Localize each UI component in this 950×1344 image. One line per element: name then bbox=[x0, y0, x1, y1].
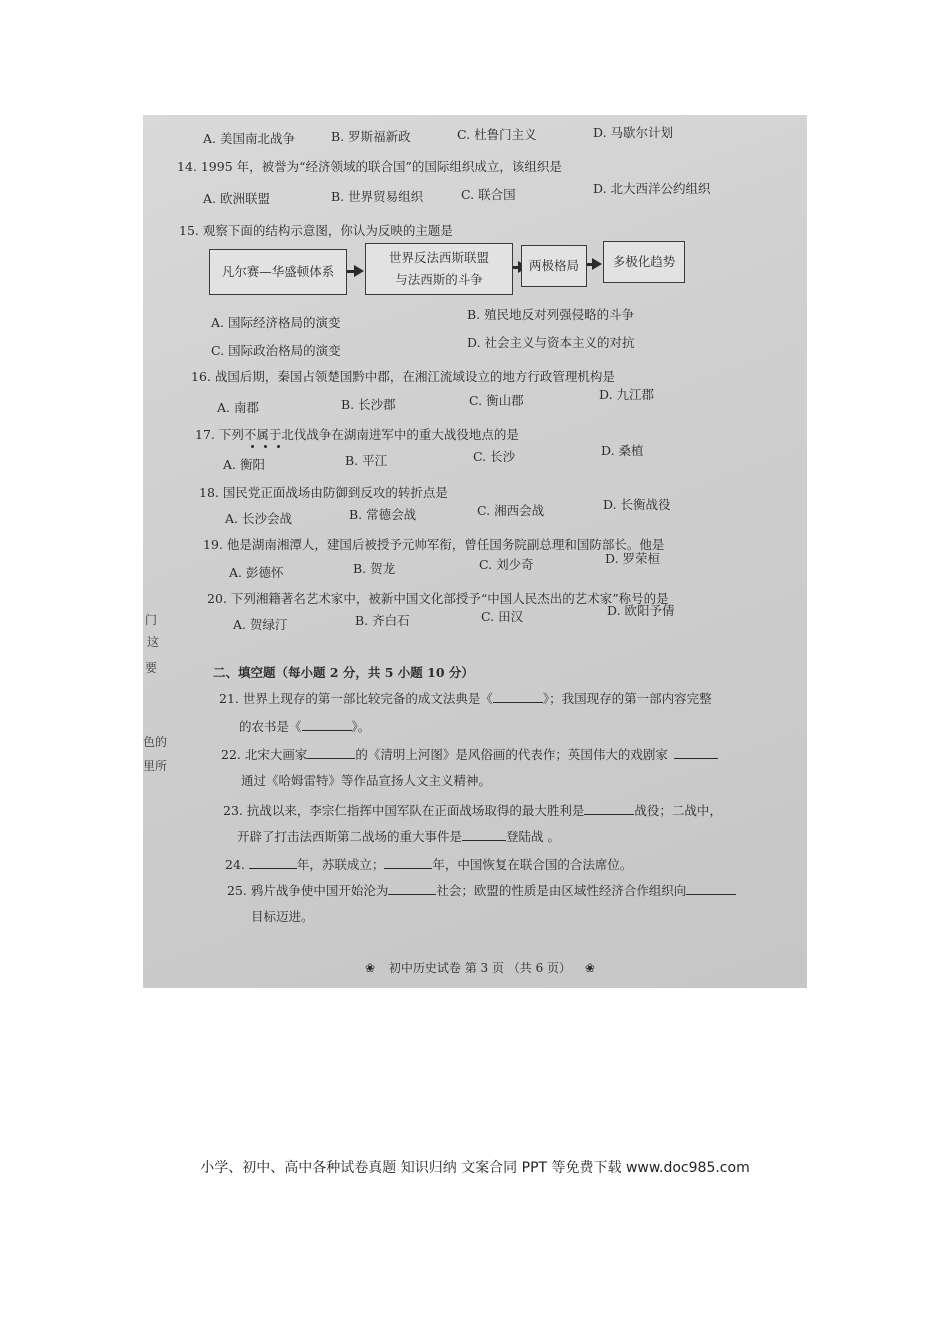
q20-stem: 20. 下列湘籍著名艺术家中，被新中国文化部授予“中国人民杰出的艺术家”称号的是 bbox=[207, 591, 669, 606]
q14-option-b: B. 世界贸易组织 bbox=[331, 189, 424, 204]
flow-box-antifascist bbox=[365, 243, 513, 295]
flower-icon: ❀ bbox=[365, 961, 376, 975]
q16-option-d: D. 九江郡 bbox=[599, 387, 655, 402]
q20-option-b: B. 齐白石 bbox=[355, 613, 410, 628]
emphasis-dot bbox=[264, 445, 267, 448]
q22-blank-1 bbox=[307, 746, 355, 759]
q17-option-a: A. 衡阳 bbox=[223, 457, 265, 472]
q18-option-b: B. 常德会战 bbox=[349, 507, 417, 522]
q21-text-a: 21. 世界上现存的第一部比较完备的成文法典是《 bbox=[219, 691, 493, 706]
q18-option-d: D. 长衡战役 bbox=[603, 497, 671, 512]
q21-blank-2 bbox=[302, 718, 352, 731]
q15-option-a: A. 国际经济格局的演变 bbox=[211, 315, 341, 330]
q20-option-d: D. 欧阳予倩 bbox=[607, 603, 675, 618]
q24-line bbox=[225, 855, 632, 873]
q24-text-c: 年，中国恢复在联合国的合法席位。 bbox=[432, 857, 633, 872]
q21-line2 bbox=[239, 717, 370, 735]
flower-icon: ❀ bbox=[584, 961, 595, 975]
q20-option-c: C. 田汉 bbox=[481, 609, 524, 624]
margin-fragment: 要 bbox=[145, 661, 158, 675]
flow-text-versailles: 凡尔赛—华盛顿体系 bbox=[221, 264, 335, 279]
q17-stem: 17. 下列不属于北伐战争在湖南进军中的重大战役地点的是 bbox=[195, 427, 519, 442]
margin-fragment: 这 bbox=[147, 635, 160, 649]
q15-option-d: D. 社会主义与资本主义的对抗 bbox=[467, 335, 635, 350]
q25-line1 bbox=[227, 881, 736, 899]
q23-blank-2 bbox=[462, 828, 506, 841]
q13-option-b: B. 罗斯福新政 bbox=[331, 129, 411, 144]
q14-option-d: D. 北大西洋公约组织 bbox=[593, 181, 711, 196]
q19-option-a: A. 彭德怀 bbox=[229, 565, 284, 580]
section2-title: 二、填空题（每小题 2 分，共 5 小题 10 分） bbox=[213, 665, 474, 680]
q22-text-a: 22. 北宋大画家 bbox=[221, 747, 308, 762]
q25-line2: 目标迈进。 bbox=[251, 909, 314, 924]
q16-stem: 16. 战国后期，秦国占领楚国黔中郡，在湘江流域设立的地方行政管理机构是 bbox=[191, 369, 615, 384]
q18-option-c: C. 湘西会战 bbox=[477, 503, 545, 518]
q19-option-b: B. 贺龙 bbox=[353, 561, 396, 576]
q15-stem: 15. 观察下面的结构示意图，你认为反映的主题是 bbox=[179, 223, 453, 238]
q14-option-c: C. 联合国 bbox=[461, 187, 516, 202]
q15-option-b: B. 殖民地反对列强侵略的斗争 bbox=[467, 307, 635, 322]
site-footer: 小学、初中、高中各种试卷真题 知识归纳 文案合同 PPT 等免费下载 www.doc985.com bbox=[200, 1160, 750, 1176]
flow-text-bipolar: 两极格局 bbox=[528, 258, 579, 273]
q25-blank-1 bbox=[388, 882, 436, 895]
q22-line1 bbox=[221, 745, 718, 763]
page-footer-text: 初中历史试卷 第 3 页 （共 6 页） bbox=[388, 961, 572, 975]
q14-stem: 14. 1995 年，被誉为“经济领域的联合国”的国际组织成立，该组织是 bbox=[177, 159, 562, 174]
q22-line2: 通过《哈姆雷特》等作品宣扬人文主义精神。 bbox=[241, 773, 492, 788]
q24-text-a: 24. bbox=[225, 857, 245, 872]
flow-box-multipolar bbox=[603, 241, 685, 283]
q23-line2 bbox=[237, 827, 560, 845]
q14-option-a: A. 欧洲联盟 bbox=[203, 191, 270, 206]
q16-option-c: C. 衡山郡 bbox=[469, 393, 524, 408]
q17-option-d: D. 桑植 bbox=[601, 443, 644, 458]
q25-text-a: 25. 鸦片战争使中国开始沦为 bbox=[227, 883, 389, 898]
q15-option-c: C. 国际政治格局的演变 bbox=[211, 343, 341, 358]
q19-option-d: D. 罗荣桓 bbox=[605, 551, 661, 566]
q24-blank-2 bbox=[384, 856, 432, 869]
q18-stem: 18. 国民党正面战场由防御到反攻的转折点是 bbox=[199, 485, 448, 500]
q21-text-d: 》。 bbox=[351, 719, 371, 734]
flow-text-antifascist-2: 与法西斯的斗争 bbox=[395, 272, 483, 287]
q19-stem: 19. 他是湖南湘潭人，建国后被授予元帅军衔，曾任国务院副总理和国防部长。他是 bbox=[203, 537, 665, 552]
q23-line1 bbox=[223, 801, 722, 819]
q21-text-c: 的农书是《 bbox=[239, 719, 302, 734]
q13-option-c: C. 杜鲁门主义 bbox=[457, 127, 537, 142]
margin-fragment: 里所 bbox=[143, 759, 168, 773]
q24-text-b: 年，苏联成立； bbox=[296, 857, 385, 872]
q19-option-c: C. 刘少奇 bbox=[479, 557, 534, 572]
q23-text-d: 登陆战 。 bbox=[506, 829, 560, 844]
exam-page-photo bbox=[143, 115, 807, 988]
flow-text-multipolar: 多极化趋势 bbox=[612, 254, 676, 269]
margin-fragment: 色的 bbox=[143, 735, 168, 749]
q23-text-a: 23. 抗战以来，李宗仁指挥中国军队在正面战场取得的最大胜利是 bbox=[223, 803, 585, 818]
q21-blank-1 bbox=[493, 690, 543, 703]
q23-blank-1 bbox=[584, 802, 634, 815]
q13-option-d: D. 马歇尔计划 bbox=[593, 125, 674, 140]
q13-option-a: A. 美国南北战争 bbox=[203, 131, 295, 146]
flow-arrow-3-icon bbox=[592, 258, 602, 270]
emphasis-dot bbox=[277, 445, 280, 448]
flow-box-bipolar bbox=[521, 245, 587, 287]
q25-text-b: 社会；欧盟的性质是由区域性经济合作组织向 bbox=[436, 883, 687, 898]
q23-text-b: 战役；二战中， bbox=[634, 803, 722, 818]
flow-text-antifascist-1: 世界反法西斯联盟 bbox=[388, 250, 489, 265]
flow-arrow-1-icon bbox=[354, 265, 364, 277]
q17-option-c: C. 长沙 bbox=[473, 449, 516, 464]
q21-line1 bbox=[219, 689, 712, 707]
q25-blank-2 bbox=[686, 882, 736, 895]
q22-text-b: 的《清明上河图》是风俗画的代表作；英国伟大的戏剧家 bbox=[355, 747, 668, 762]
margin-fragment: 门 bbox=[145, 613, 158, 627]
q16-option-b: B. 长沙郡 bbox=[341, 397, 396, 412]
emphasis-dot bbox=[251, 445, 254, 448]
q23-text-c: 开辟了打击法西斯第二战场的重大事件是 bbox=[237, 829, 463, 844]
q24-blank-1 bbox=[249, 856, 297, 869]
q17-option-b: B. 平江 bbox=[345, 453, 388, 468]
flow-box-versailles bbox=[209, 249, 347, 295]
q20-option-a: A. 贺绿汀 bbox=[233, 617, 288, 632]
q22-blank-2 bbox=[674, 746, 718, 759]
page-footer bbox=[365, 959, 595, 976]
q21-text-b: 》；我国现存的第一部内容完整 bbox=[542, 691, 712, 706]
q18-option-a: A. 长沙会战 bbox=[225, 511, 292, 526]
q16-option-a: A. 南郡 bbox=[217, 400, 259, 415]
